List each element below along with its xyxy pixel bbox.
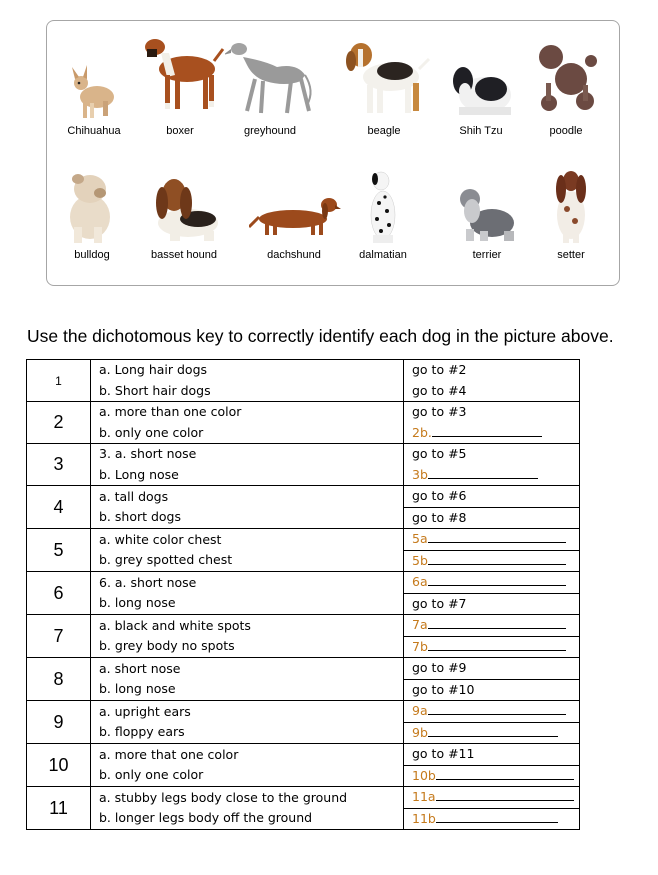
choice-a: a. black and white spots	[99, 617, 251, 633]
beagle-image	[339, 35, 431, 123]
step-number: 1	[27, 360, 91, 402]
goto-instruction: go to #10	[412, 681, 475, 697]
answer-line[interactable]	[436, 769, 574, 780]
dog-label: beagle	[367, 125, 401, 137]
terrier-image	[452, 177, 522, 247]
step-choices	[91, 486, 404, 529]
goto-cell	[404, 744, 579, 765]
step-actions	[404, 787, 580, 830]
choice-a: a. short nose	[99, 660, 181, 676]
answer-line[interactable]	[428, 532, 566, 543]
answer-label: 11b	[412, 810, 436, 826]
choice-b: b. only one color	[99, 767, 204, 782]
step-choices	[91, 787, 404, 830]
goto-cell	[404, 444, 579, 465]
dog-chihuahua	[49, 53, 139, 137]
goto-instruction: go to #9	[412, 660, 467, 675]
goto-instruction: go to #3	[412, 404, 467, 419]
choice-a: a. more that one color	[99, 746, 239, 762]
key-body	[27, 360, 580, 830]
step-number: 7	[27, 615, 91, 658]
step-actions	[404, 360, 580, 402]
goto-cell	[404, 593, 579, 615]
dalmatian-image	[361, 167, 405, 247]
dog-label: Chihuahua	[67, 125, 121, 137]
step-choices	[91, 658, 404, 701]
answer-line[interactable]	[436, 790, 574, 801]
answer-blank[interactable]	[404, 465, 579, 486]
answer-blank[interactable]	[404, 808, 579, 830]
answer-label: 3b	[412, 466, 428, 482]
answer-blank[interactable]	[404, 701, 579, 722]
goto-instruction: go to #7	[412, 595, 467, 611]
setter-image	[547, 165, 595, 247]
step-number: 6	[27, 572, 91, 615]
key-row	[27, 402, 580, 444]
poodle-image	[527, 39, 605, 123]
dog-label: dachshund	[267, 249, 321, 261]
dichotomous-key-table	[26, 359, 580, 830]
answer-label: 7b	[412, 638, 428, 654]
step-actions	[404, 444, 580, 486]
dog-shih-tzu	[436, 51, 526, 137]
dog-label: setter	[557, 249, 585, 261]
choice-b: b. grey body no spots	[99, 638, 235, 653]
answer-blank[interactable]	[404, 529, 579, 550]
dog-photo-panel	[46, 20, 620, 286]
dog-label: basset hound	[150, 249, 218, 261]
step-actions	[404, 658, 580, 701]
key-row	[27, 360, 580, 402]
goto-cell	[404, 381, 579, 402]
step-choices	[91, 444, 404, 486]
goto-cell	[404, 360, 579, 381]
step-choices	[91, 402, 404, 444]
choice-b: b. longer legs body off the ground	[99, 810, 313, 825]
step-number: 3	[27, 444, 91, 486]
answer-blank[interactable]	[404, 615, 579, 636]
answer-label: 9a	[412, 703, 428, 718]
dog-dalmatian	[338, 167, 428, 261]
answer-label: 6a	[412, 574, 428, 589]
dog-basset-hound	[139, 169, 229, 261]
dog-label: bulldog	[74, 249, 110, 261]
step-actions	[404, 572, 580, 615]
goto-cell	[404, 658, 579, 679]
greyhound-image	[225, 35, 317, 123]
answer-label: 11a	[412, 789, 436, 804]
answer-blank[interactable]	[404, 765, 579, 787]
dog-boxer	[135, 31, 225, 137]
choice-a: a. more than one color	[99, 404, 242, 419]
boxer-image	[135, 31, 229, 123]
key-row	[27, 444, 580, 486]
answer-line[interactable]	[428, 726, 558, 737]
goto-cell	[404, 507, 579, 529]
choice-b: b. long nose	[99, 595, 176, 610]
goto-instruction: go to #6	[412, 488, 467, 503]
goto-instruction: go to #11	[412, 746, 475, 761]
answer-blank[interactable]	[404, 636, 579, 658]
answer-blank[interactable]	[404, 787, 579, 808]
choice-b: b. long nose	[99, 681, 176, 696]
goto-instruction: go to #8	[412, 509, 467, 525]
dog-label: terrier	[472, 249, 502, 261]
answer-line[interactable]	[436, 812, 558, 823]
step-choices	[91, 529, 404, 572]
answer-blank[interactable]	[404, 423, 579, 444]
step-number: 2	[27, 402, 91, 444]
answer-blank[interactable]	[404, 572, 579, 593]
instruction-text: Use the dichotomous key to correctly identify each dog in the picture above.	[27, 326, 614, 346]
choice-b: b. Short hair dogs	[99, 382, 211, 398]
step-number: 9	[27, 701, 91, 744]
answer-label: 2b.	[412, 424, 432, 440]
key-row	[27, 486, 580, 529]
dog-greyhound	[225, 35, 315, 137]
choice-a: 6. a. short nose	[99, 574, 197, 590]
dog-bulldog	[47, 167, 137, 261]
step-choices	[91, 744, 404, 787]
answer-line[interactable]	[428, 618, 566, 629]
answer-line[interactable]	[428, 704, 566, 715]
choice-a: a. Long hair dogs	[99, 362, 208, 377]
goto-instruction: go to #5	[412, 446, 467, 461]
choice-b: b. only one color	[99, 424, 204, 440]
step-number: 8	[27, 658, 91, 701]
step-actions	[404, 486, 580, 529]
dog-poodle	[521, 39, 611, 137]
key-row	[27, 744, 580, 787]
key-row	[27, 701, 580, 744]
shih-tzu-image	[445, 51, 517, 123]
step-actions	[404, 615, 580, 658]
step-number: 4	[27, 486, 91, 529]
step-number: 10	[27, 744, 91, 787]
choice-b: b. short dogs	[99, 509, 182, 524]
answer-label: 5a	[412, 531, 428, 546]
key-row	[27, 787, 580, 830]
step-actions	[404, 701, 580, 744]
step-actions	[404, 402, 580, 444]
answer-line[interactable]	[428, 554, 566, 565]
choice-b: b. floppy ears	[99, 724, 185, 739]
answer-line[interactable]	[432, 426, 542, 437]
dog-label: greyhound	[244, 125, 296, 137]
answer-label: 10b	[412, 767, 436, 783]
answer-blank[interactable]	[404, 550, 579, 572]
dog-label: Shih Tzu	[459, 125, 503, 137]
answer-line[interactable]	[428, 575, 566, 586]
goto-instruction: go to #4	[412, 382, 467, 398]
dog-beagle	[339, 35, 429, 137]
step-number: 5	[27, 529, 91, 572]
key-row	[27, 529, 580, 572]
step-choices	[91, 615, 404, 658]
choice-a: a. white color chest	[99, 531, 222, 547]
dog-setter	[526, 165, 616, 261]
answer-label: 9b	[412, 724, 428, 740]
step-actions	[404, 744, 580, 787]
choice-b: b. grey spotted chest	[99, 552, 233, 567]
answer-line[interactable]	[428, 468, 538, 479]
step-number: 11	[27, 787, 91, 830]
dog-label: boxer	[166, 125, 194, 137]
goto-instruction: go to #2	[412, 362, 467, 377]
choice-a: a. upright ears	[99, 703, 191, 719]
dog-dachshund	[249, 183, 339, 261]
bulldog-image	[60, 167, 124, 247]
chihuahua-image	[59, 53, 129, 123]
dachshund-image	[249, 183, 341, 247]
goto-cell	[404, 402, 579, 423]
answer-line[interactable]	[428, 640, 566, 651]
choice-b: b. Long nose	[99, 466, 179, 482]
choice-a: a. tall dogs	[99, 488, 169, 504]
step-choices	[91, 701, 404, 744]
goto-cell	[404, 486, 579, 507]
answer-label: 5b	[412, 552, 428, 568]
answer-label: 7a	[412, 617, 428, 632]
choice-a: a. stubby legs body close to the ground	[99, 789, 348, 805]
key-row	[27, 572, 580, 615]
step-actions	[404, 529, 580, 572]
key-row	[27, 615, 580, 658]
dog-terrier	[442, 177, 532, 261]
step-choices	[91, 572, 404, 615]
step-choices	[91, 360, 404, 402]
answer-blank[interactable]	[404, 722, 579, 744]
goto-cell	[404, 679, 579, 701]
choice-a: 3. a. short nose	[99, 446, 197, 461]
key-row	[27, 658, 580, 701]
dog-label: poodle	[549, 125, 583, 137]
dog-label: dalmatian	[359, 249, 407, 261]
basset-hound-image	[144, 169, 224, 247]
